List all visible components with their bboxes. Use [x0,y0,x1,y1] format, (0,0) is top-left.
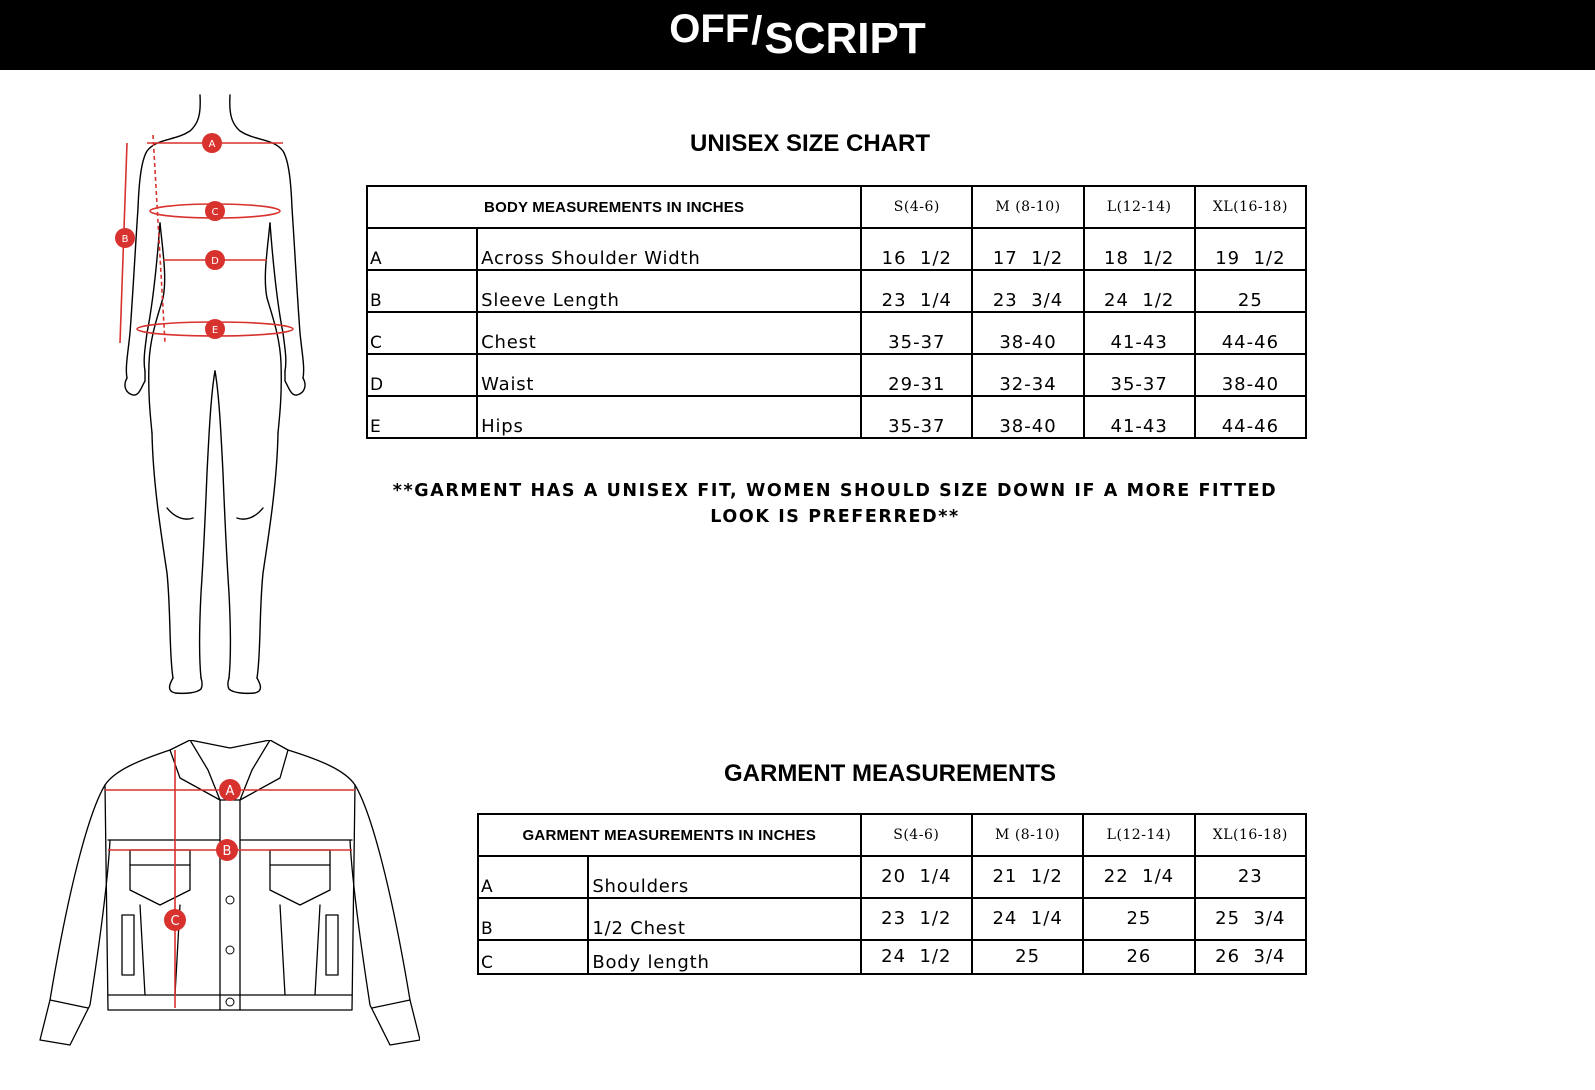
row-label: Sleeve Length [477,270,861,312]
size-header-xl: XL(16-18) [1195,814,1306,856]
row-letter: A [367,228,477,270]
row-value: 26 3/4 [1195,940,1306,974]
table-row [367,270,1306,312]
size-header-l: L(12-14) [1084,186,1195,228]
row-value: 32-34 [972,354,1083,396]
row-value: 24 1/2 [861,940,972,974]
size-header-m: M (8-10) [972,814,1083,856]
row-value: 35-37 [861,396,972,438]
row-value: 17 1/2 [972,228,1083,270]
row-letter: C [478,940,588,974]
row-value: 24 1/4 [972,898,1083,940]
size-header-s: S(4-6) [861,814,972,856]
row-value: 25 [1083,898,1194,940]
table-row [367,228,1306,270]
row-value: 20 1/4 [861,856,972,898]
garment-size-table [477,813,1307,975]
jacket-marker-a-label: A [225,784,235,799]
table-row [478,898,1306,940]
row-value: 44-46 [1195,312,1306,354]
table-row [478,856,1306,898]
table-header-row [478,814,1306,856]
table-row [478,940,1306,974]
jacket-marker-b-label: B [222,844,232,859]
row-label: Chest [477,312,861,354]
table-row [367,312,1306,354]
row-label: Waist [477,354,861,396]
row-value: 23 1/4 [861,270,972,312]
row-value: 24 1/2 [1084,270,1195,312]
row-value: 16 1/2 [861,228,972,270]
brand-logo-part2: SCRIPT [764,14,926,63]
marker-e-label: E [211,325,219,336]
row-value: 23 3/4 [972,270,1083,312]
marker-b-label: B [121,234,129,245]
body-measurement-illustration [105,93,325,703]
row-value: 29-31 [861,354,972,396]
row-letter: D [367,354,477,396]
size-header-xl: XL(16-18) [1195,186,1306,228]
jacket-measurement-illustration [30,740,420,1060]
row-value: 25 [972,940,1083,974]
row-value: 23 1/2 [861,898,972,940]
row-letter: B [367,270,477,312]
row-value: 38-40 [972,312,1083,354]
row-label: Shoulders [588,856,860,898]
size-header-s: S(4-6) [861,186,972,228]
brand-header [0,0,1595,70]
row-value: 41-43 [1084,312,1195,354]
brand-logo-slash: / [751,9,763,53]
row-value: 21 1/2 [972,856,1083,898]
row-value: 35-37 [1084,354,1195,396]
row-value: 38-40 [1195,354,1306,396]
row-value: 44-46 [1195,396,1306,438]
size-header-l: L(12-14) [1083,814,1194,856]
row-value: 25 3/4 [1195,898,1306,940]
row-letter: A [478,856,588,898]
size-header-m: M (8-10) [972,186,1083,228]
unisex-chart-title: UNISEX SIZE CHART [689,130,931,157]
row-value: 38-40 [972,396,1083,438]
row-value: 18 1/2 [1084,228,1195,270]
row-value: 22 1/4 [1083,856,1194,898]
row-letter: C [367,312,477,354]
row-value: 19 1/2 [1195,228,1306,270]
unisex-size-table [366,185,1307,439]
garment-chart-title: GARMENT MEASUREMENTS [723,760,1056,787]
fit-note-line1: **GARMENT HAS A UNISEX FIT, WOMEN SHOULD SIZE DOWN IF A MORE FITTED [392,481,1278,501]
table-row [367,354,1306,396]
row-label: Body length [588,940,860,974]
marker-a-label: A [208,139,216,150]
row-label: Across Shoulder Width [477,228,861,270]
row-value: 35-37 [861,312,972,354]
row-label: Hips [477,396,861,438]
body-measurements-header: BODY MEASUREMENTS IN INCHES [367,186,861,228]
row-value: 23 [1195,856,1306,898]
table-header-row [367,186,1306,228]
jacket-marker-c-label: C [170,914,180,929]
row-value: 25 [1195,270,1306,312]
fit-note [385,478,1285,530]
row-value: 26 [1083,940,1194,974]
marker-c-label: C [211,207,219,218]
row-letter: B [478,898,588,940]
brand-logo [669,7,926,63]
fit-note-line2: LOOK IS PREFERRED** [710,507,960,527]
row-letter: E [367,396,477,438]
garment-measurements-header: GARMENT MEASUREMENTS IN INCHES [478,814,861,856]
row-value: 41-43 [1084,396,1195,438]
brand-logo-part1: OFF [669,7,750,51]
marker-d-label: D [211,256,219,267]
table-row [367,396,1306,438]
row-label: 1/2 Chest [588,898,860,940]
